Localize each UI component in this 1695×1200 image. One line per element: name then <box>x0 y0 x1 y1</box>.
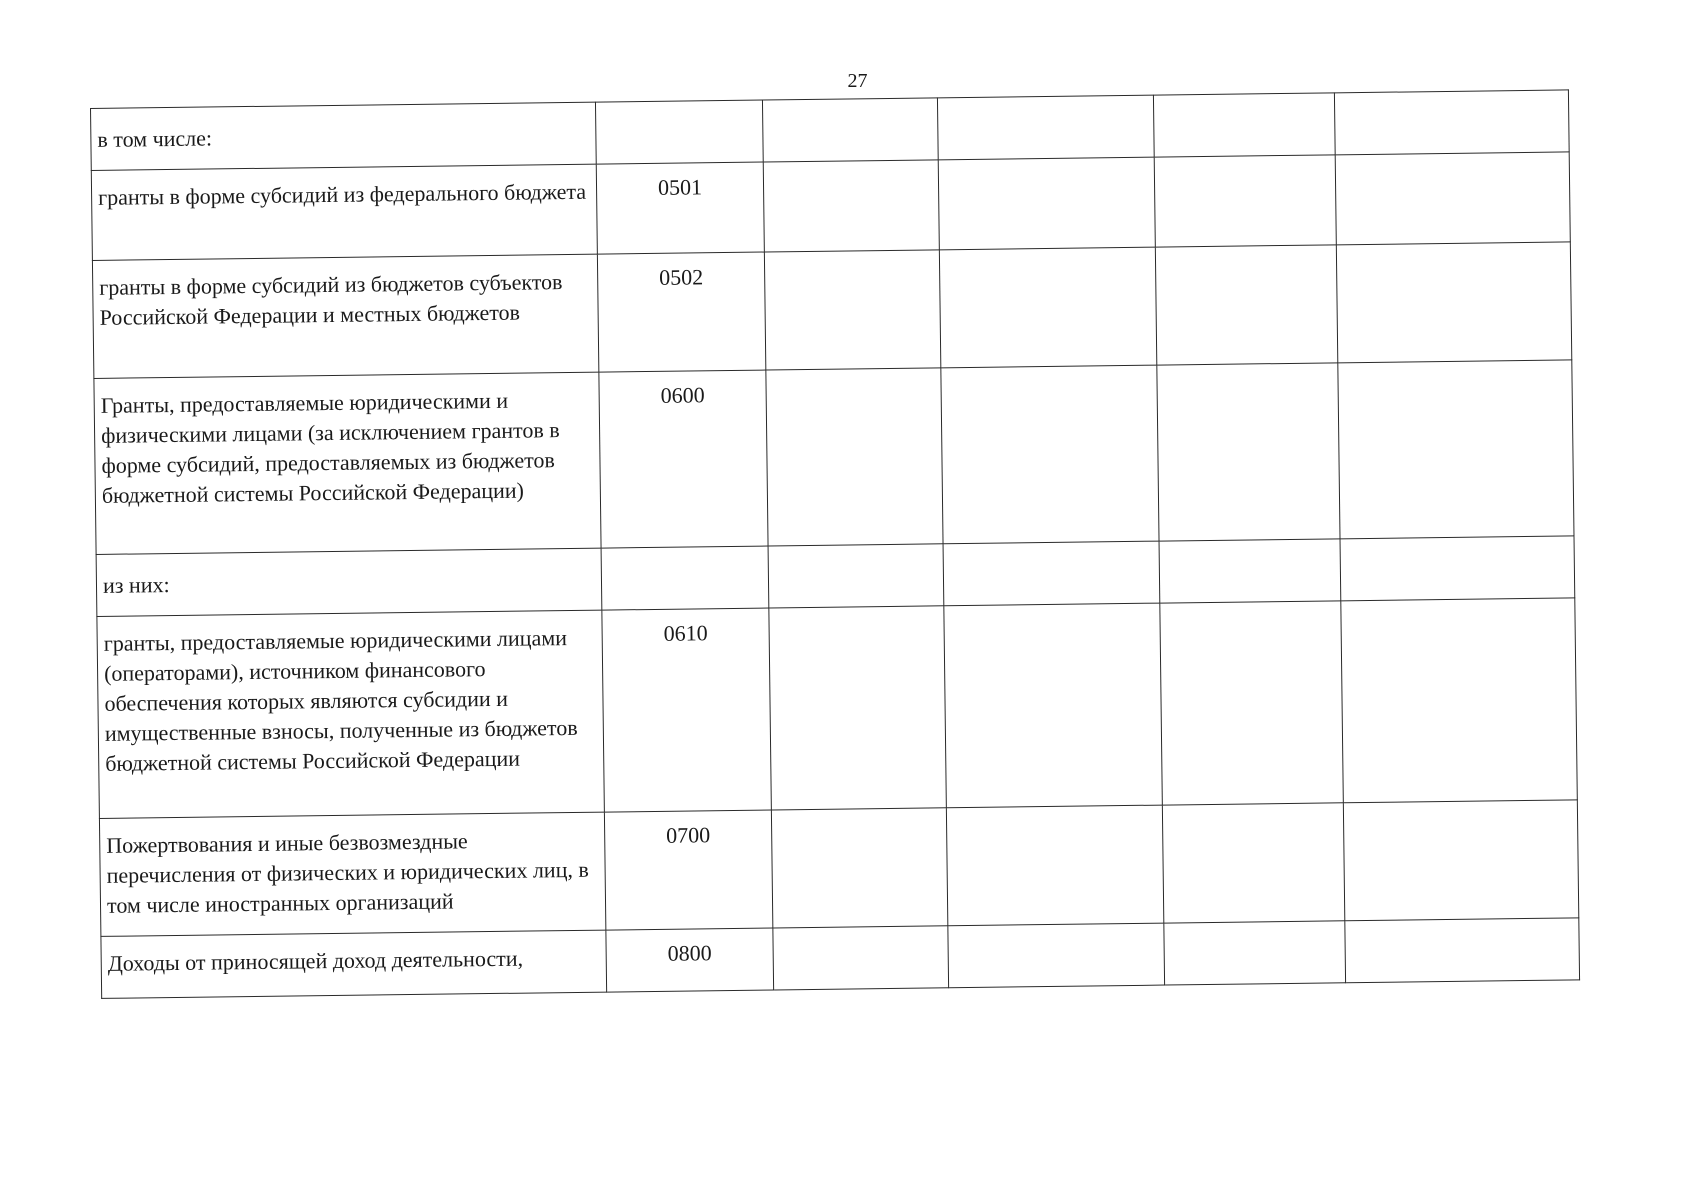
empty-cell <box>1341 598 1578 803</box>
empty-cell <box>1335 152 1570 245</box>
empty-cell <box>1154 155 1336 247</box>
empty-cell <box>766 368 943 546</box>
row-name-cell: из них: <box>96 548 602 616</box>
row-code-cell <box>595 100 763 164</box>
table-row <box>92 242 1571 379</box>
row-code-cell: 0502 <box>597 252 765 372</box>
empty-cell <box>1164 921 1346 985</box>
row-name-cell: Доходы от приносящей доход деятельности, <box>101 930 607 998</box>
empty-cell <box>939 247 1156 368</box>
empty-cell <box>946 805 1163 926</box>
row-name-cell: гранты в форме субсидий из бюджетов субъектов Российской Федерации и местных бюджетов <box>92 254 598 378</box>
empty-cell <box>764 250 940 370</box>
empty-cell <box>948 923 1165 988</box>
row-code-cell: 0501 <box>596 162 764 254</box>
row-name-cell: Гранты, предоставляемые юридическими и физическими лицами (за исключением грантов в форме субсидий, предоставляемых из бюджетов бюджетной системы Российской Федерации) <box>94 372 601 554</box>
table-row <box>99 800 1578 937</box>
row-name-cell: Пожертвования и иные безвозмездные перечисления от физических и юридических лиц, в том числе иностранных организаций <box>99 812 605 936</box>
empty-cell <box>944 603 1163 808</box>
empty-cell <box>1340 536 1575 601</box>
empty-cell <box>1338 360 1574 539</box>
empty-cell <box>1336 242 1571 363</box>
empty-cell <box>937 95 1154 160</box>
row-code-cell: 0610 <box>602 608 772 812</box>
empty-cell <box>941 365 1159 544</box>
empty-cell <box>1155 245 1337 365</box>
empty-cell <box>769 606 947 810</box>
empty-cell <box>773 926 949 990</box>
empty-cell <box>1334 90 1569 155</box>
table-row <box>97 598 1577 819</box>
empty-cell <box>763 160 939 252</box>
empty-cell <box>1162 803 1344 923</box>
empty-cell <box>1159 539 1341 603</box>
empty-cell <box>1343 800 1578 921</box>
empty-cell <box>1160 601 1344 805</box>
empty-cell <box>768 544 944 608</box>
row-code-cell: 0700 <box>604 810 772 930</box>
row-name-cell: гранты в форме субсидий из федерального бюджета <box>91 164 597 260</box>
row-name-cell: гранты, предоставляемые юридическими лицами (операторами), источником финансового обеспечения которых являются субсидии и имущественные взносы, полученные из бюджетов бюджетной системы Российской Федерации <box>97 610 604 818</box>
row-name-cell: в том числе: <box>91 102 597 170</box>
empty-cell <box>771 808 947 928</box>
row-code-cell <box>601 546 769 610</box>
empty-cell <box>1345 918 1580 983</box>
empty-cell <box>1157 363 1340 541</box>
page-number: 27 <box>847 70 868 92</box>
form-table <box>90 89 1580 999</box>
empty-cell <box>943 541 1160 606</box>
empty-cell <box>938 157 1155 250</box>
table-row <box>94 360 1574 555</box>
empty-cell <box>762 98 938 162</box>
row-code-cell: 0600 <box>599 370 768 548</box>
row-code-cell: 0800 <box>606 928 774 992</box>
empty-cell <box>1153 93 1335 157</box>
